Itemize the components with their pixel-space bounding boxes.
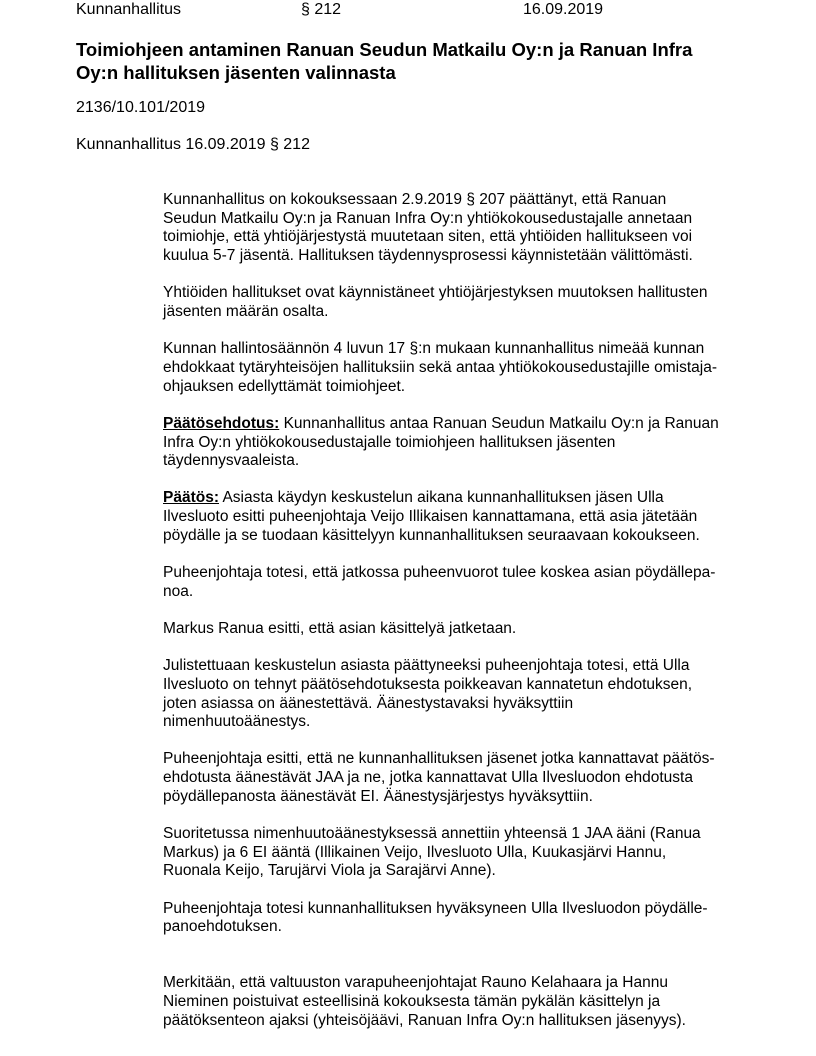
header-section-number: § 212 — [301, 1, 342, 18]
paragraph-line — [163, 993, 748, 1012]
paragraph-line — [163, 769, 748, 788]
paragraph-text: kuulua 5-7 jäsentä. Hallituksen täydennysprosessi käynnistetään välittömästi. — [163, 247, 693, 265]
body-paragraph — [163, 284, 748, 321]
title-line: Oy:n hallituksen jäsenten valinnasta — [76, 62, 396, 83]
paragraph-line — [163, 210, 748, 229]
paragraph-text: Puheenjohtaja totesi, että jatkossa puheenvuorot tulee koskea asian pöydällepa- — [163, 564, 716, 582]
paragraph-text: Ilvesluoto esitti puheenjohtaja Veijo Illikaisen kannattamana, että asia jätetään — [163, 508, 698, 526]
paragraph-line — [163, 359, 748, 378]
paragraph-text: Kunnan hallintosäännön 4 luvun 17 §:n mukaan kunnanhallitus nimeää kunnan — [163, 340, 705, 358]
paragraph-text: jäsenten määrän osalta. — [163, 303, 329, 321]
body-paragraph — [163, 825, 748, 881]
body-paragraph — [163, 489, 748, 545]
paragraph-line — [163, 825, 748, 844]
meeting-reference: Kunnanhallitus 16.09.2019 § 212 — [76, 136, 310, 153]
paragraph-line — [163, 303, 748, 322]
paragraph-line — [163, 1012, 748, 1031]
paragraph-line — [163, 508, 748, 527]
paragraph-text: nimenhuutoäänestys. — [163, 713, 311, 731]
body-paragraph — [163, 657, 748, 732]
body-paragraph — [163, 415, 748, 471]
paragraph-line — [163, 284, 748, 303]
paragraph-text: Puheenjohtaja totesi kunnanhallituksen hyväksyneen Ulla Ilvesluodon pöydälle- — [163, 899, 708, 917]
paragraph-text: panoehdotuksen. — [163, 918, 282, 936]
document-number: 2136/10.101/2019 — [76, 99, 206, 116]
body-paragraph — [163, 191, 748, 266]
body-paragraph — [163, 564, 748, 601]
paragraph-text: Julistettuaan keskustelun asiasta päättyneeksi puheenjohtaja totesi, että Ulla — [163, 657, 690, 675]
paragraph-text: joten asiassa on äänestettävä. Äänestystavaksi hyväksyttiin — [163, 694, 574, 712]
body-paragraph — [163, 620, 748, 639]
paragraph-text: Nieminen poistuivat esteellisinä kokouksesta tämän pykälän käsittelyn ja — [163, 992, 661, 1010]
body-paragraph — [163, 750, 748, 806]
paragraph-line — [163, 378, 748, 397]
paragraph-line — [163, 527, 748, 546]
paragraph-line — [163, 564, 748, 583]
title-line: Toimiohjeen antaminen Ranuan Seudun Matkailu Oy:n ja Ranuan Infra — [76, 39, 693, 60]
paragraph-line — [163, 788, 748, 807]
paragraph-line — [163, 974, 748, 993]
paragraph-text: Puheenjohtaja esitti, että ne kunnanhallituksen jäsenet jotka kannattavat päätös- — [163, 750, 715, 768]
body-paragraph — [163, 340, 748, 396]
document-title — [76, 38, 756, 84]
paragraph-text: Kunnanhallitus antaa Ranuan Seudun Matkailu Oy:n ja Ranuan — [279, 414, 719, 432]
paragraph-text: Kunnanhallitus on kokouksessaan 2.9.2019 § 207 päättänyt, että Ranuan — [163, 191, 667, 208]
paragraph-line — [163, 750, 748, 769]
paragraph-line — [163, 676, 748, 695]
paragraph-line — [163, 900, 748, 919]
header-organization: Kunnanhallitus — [76, 1, 181, 18]
paragraph-text: pöydälle ja se tuodaan käsittelyyn kunnanhallituksen seuraavaan kokoukseen. — [163, 526, 700, 544]
paragraph-line — [163, 434, 748, 453]
paragraph-line — [163, 695, 748, 714]
paragraph-line — [163, 228, 748, 247]
body-paragraph — [163, 974, 748, 1030]
document-body — [163, 191, 748, 1049]
paragraph-line — [163, 657, 748, 676]
paragraph-line — [163, 415, 748, 434]
paragraph-line — [163, 583, 748, 602]
paragraph-text: noa. — [163, 582, 194, 600]
paragraph-text: Infra Oy:n yhtiökokousedustajalle toimiohjeen hallituksen jäsenten — [163, 433, 616, 451]
paragraph-line — [163, 247, 748, 266]
paragraph-text: Seudun Matkailu Oy:n ja Ranuan Infra Oy:n yhtiökokousedustajalle annetaan — [163, 209, 693, 227]
paragraph-text: Markus Ranua esitti, että asian käsittelyä jatketaan. — [163, 619, 517, 637]
paragraph-text: ehdotusta äänestävät JAA ja ne, jotka kannattavat Ulla Ilvesluodon ehdotusta — [163, 769, 693, 787]
paragraph-text: päätöksenteon ajaksi (yhteisöjäävi, Ranuan Infra Oy:n hallituksen jäsenyys). — [163, 1011, 686, 1029]
paragraph-text: täydennysvaaleista. — [163, 452, 300, 470]
paragraph-text: Suoritetussa nimenhuutoäänestyksessä annettiin yhteensä 1 JAA ääni (Ranua — [163, 825, 701, 843]
paragraph-label: Päätös: — [163, 489, 219, 507]
paragraph-text: Ruonala Keijo, Tarujärvi Viola ja Sarajärvi Anne). — [163, 862, 496, 880]
paragraph-line — [163, 489, 748, 508]
paragraph-text: toimiohje, että yhtiöjärjestystä muutetaan siten, että yhtiöiden hallitukseen voi — [163, 228, 693, 246]
paragraph-line — [163, 713, 748, 732]
paragraph-line — [163, 862, 748, 881]
paragraph-text: Yhtiöiden hallitukset ovat käynnistäneet yhtiöjärjestyksen muutoksen hallitusten — [163, 284, 708, 302]
paragraph-line — [163, 452, 748, 471]
paragraph-text: pöydällepanosta äänestävät EI. Äänestysjärjestys hyväksyttiin. — [163, 787, 593, 805]
paragraph-line — [163, 844, 748, 863]
body-paragraph — [163, 900, 748, 937]
paragraph-label: Päätösehdotus: — [163, 414, 280, 432]
paragraph-text: Ilvesluoto on tehnyt päätösehdotuksesta poikkeavan kannatetun ehdotuksen, — [163, 675, 693, 693]
paragraph-text: ohjauksen edellyttämät toimiohjeet. — [163, 377, 406, 395]
header-date: 16.09.2019 — [523, 1, 604, 18]
paragraph-line — [163, 620, 748, 639]
paragraph-text: Markus) ja 6 EI ääntä (Illikainen Veijo, Ilvesluoto Ulla, Kuukasjärvi Hannu, — [163, 843, 667, 861]
paragraph-text: Merkitään, että valtuuston varapuheenjohtajat Rauno Kelahaara ja Hannu — [163, 974, 668, 992]
paragraph-line — [163, 918, 748, 937]
paragraph-text: ehdokkaat tytäryhteisöjen hallituksiin sekä antaa yhtiökokousedustajille omistaja- — [163, 358, 718, 376]
paragraph-text: Asiasta käydyn keskustelun aikana kunnanhallituksen jäsen Ulla — [219, 489, 664, 507]
paragraph-line — [163, 340, 748, 359]
paragraph-line — [163, 191, 748, 210]
